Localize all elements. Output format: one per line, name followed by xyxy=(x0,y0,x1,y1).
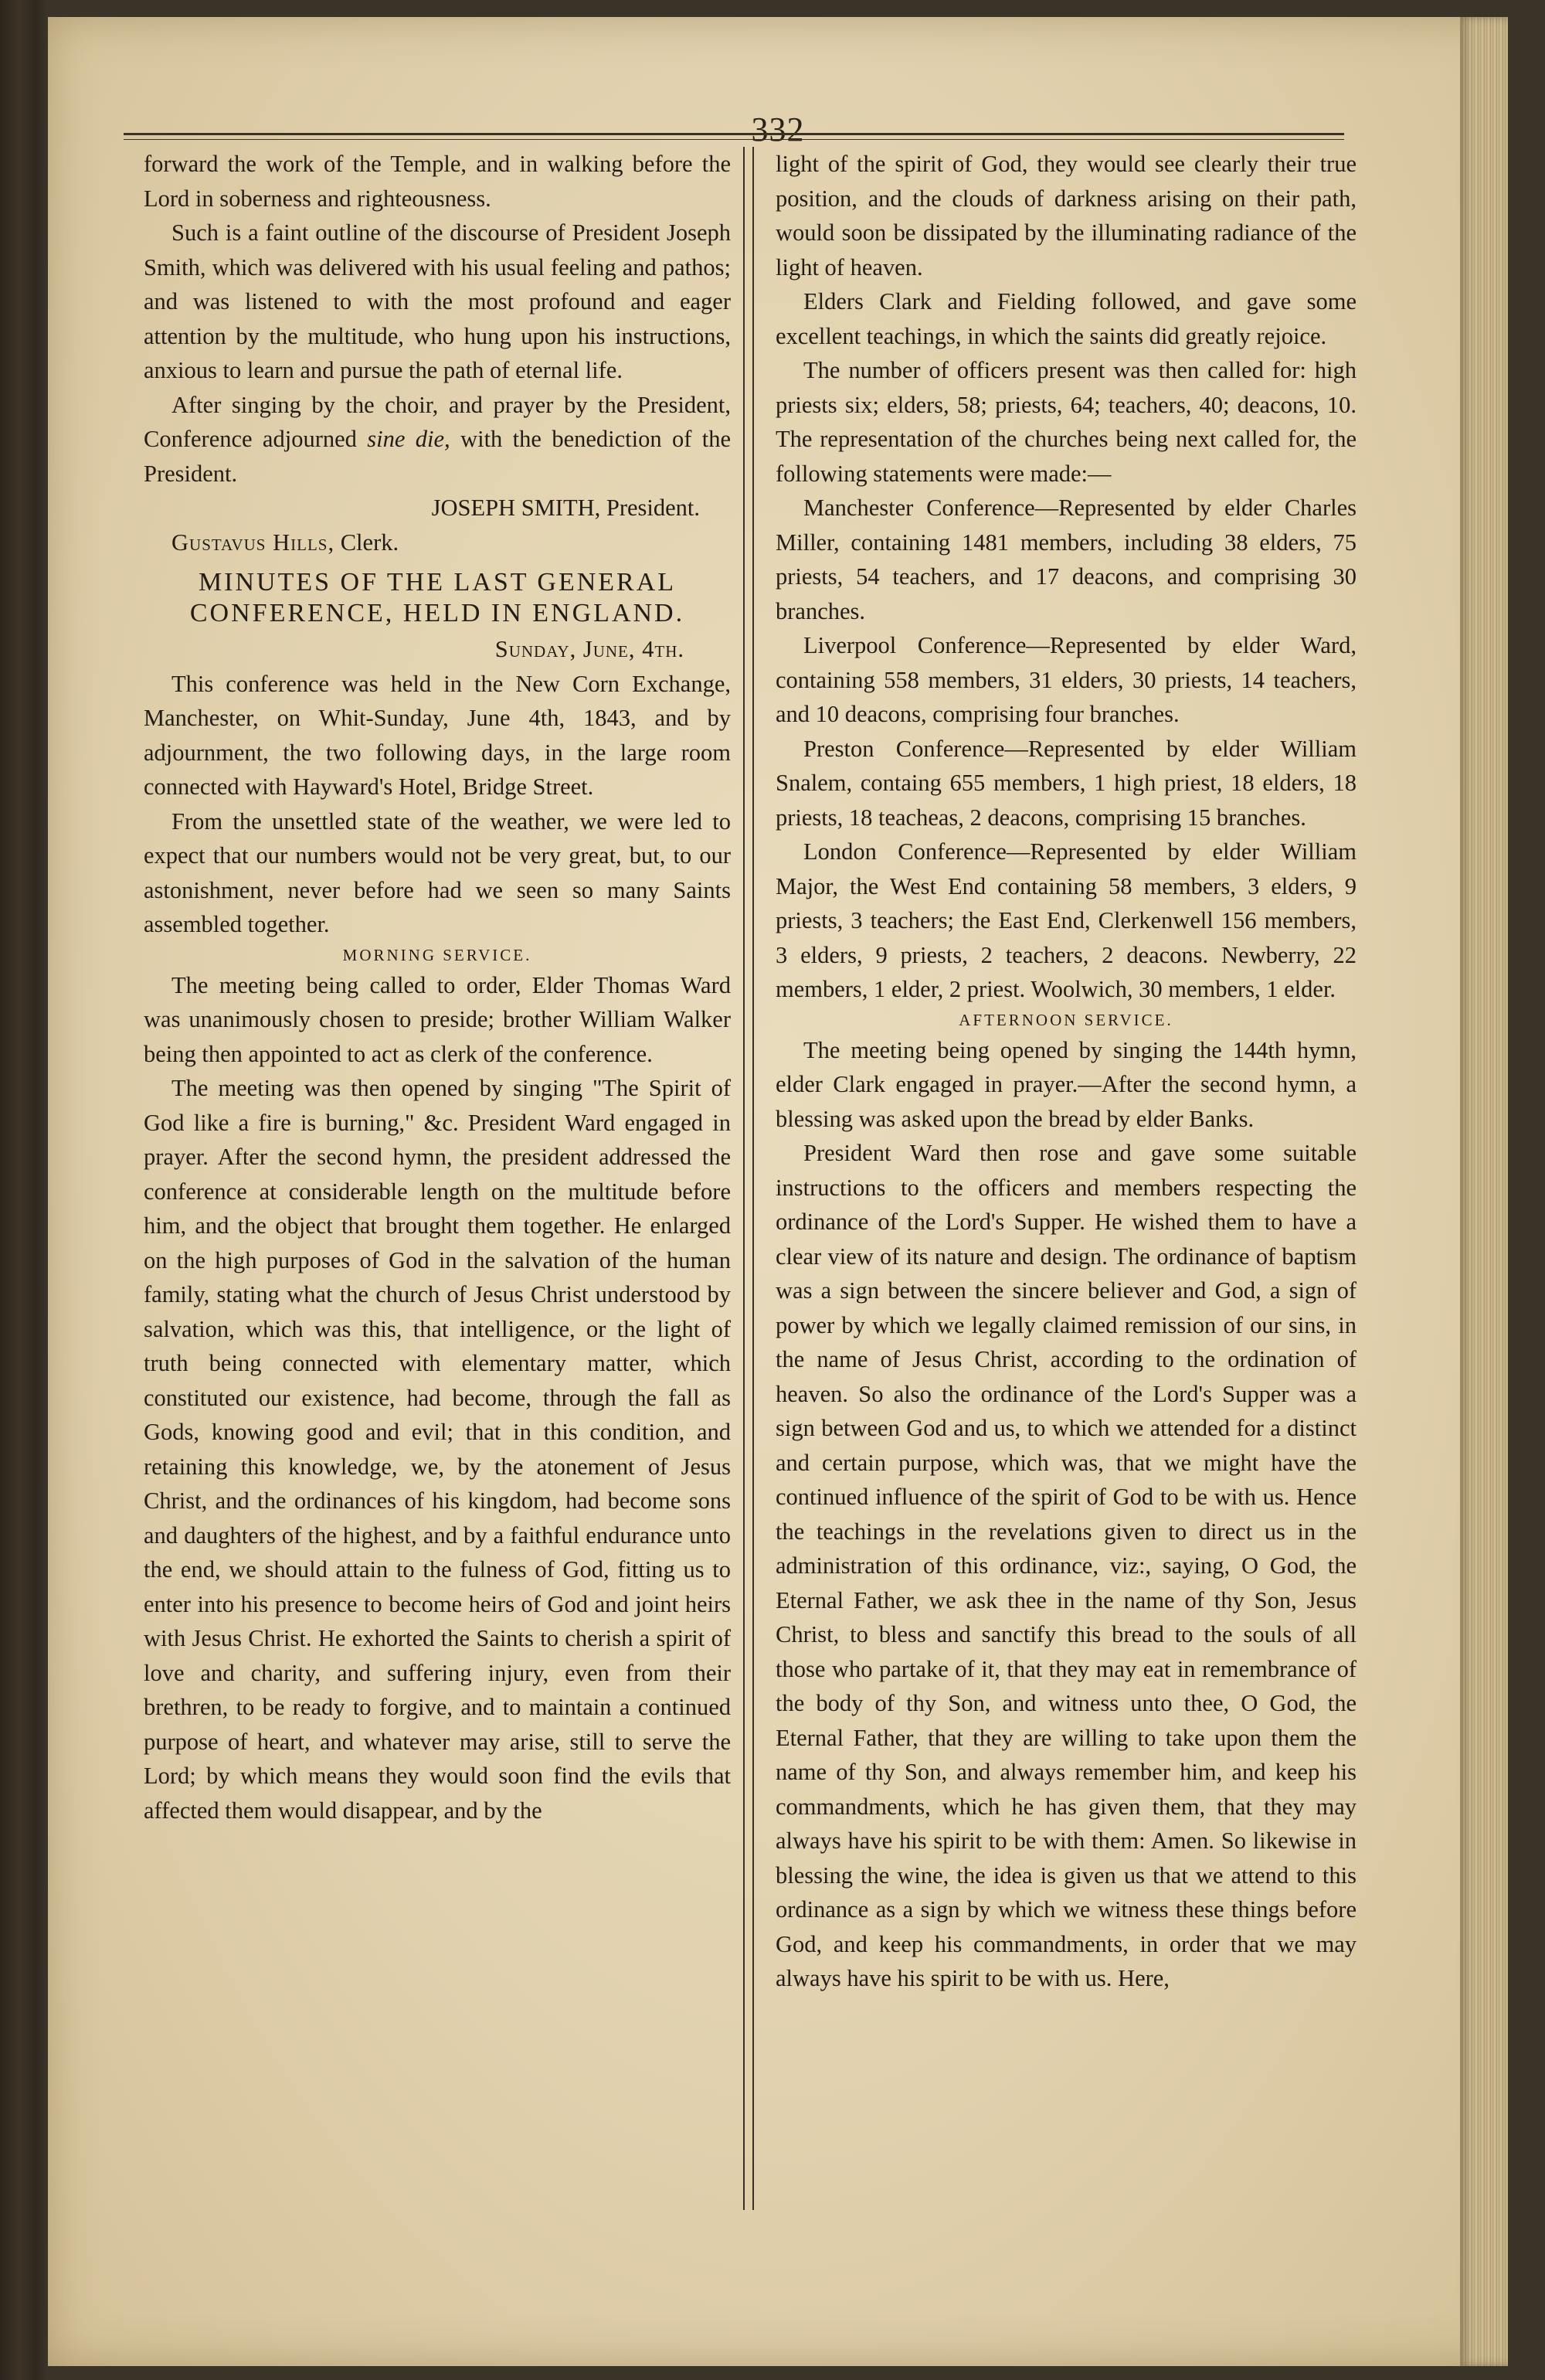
article-heading: MINUTES OF THE LAST GENERAL CONFERENCE, HELD IN ENGLAND. xyxy=(189,568,685,627)
paragraph: light of the spirit of God, they would see clearly their true position, and the clouds of darkness arising on their path, would soon be dissipated by the illuminating radiance of the light of heaven. xyxy=(776,151,1357,280)
right-column xyxy=(776,147,1357,1996)
section-subhead: MORNING SERVICE. xyxy=(342,945,532,964)
section-subhead: AFTERNOON SERVICE. xyxy=(959,1010,1173,1029)
column-divider xyxy=(743,147,754,2210)
page-edge xyxy=(1460,17,1508,2366)
signature-clerk xyxy=(144,525,731,560)
paragraph xyxy=(144,388,731,491)
clerk-name: Gustavus Hills, xyxy=(171,529,335,556)
paragraph: The meeting being opened by singing the 144th hymn, elder Clark engaged in prayer.—After the second hymn, a blessing was asked upon the bread by elder Banks. xyxy=(776,1036,1357,1132)
left-column xyxy=(144,147,731,1828)
paragraph: Manchester Conference—Represented by elder Charles Miller, containing 1481 members, including 38 elders, 75 priests, 54 teachers, and 17 deacons, and comprising 30 branches. xyxy=(776,495,1357,624)
text-run: After singing by the choir, and prayer by the President, Conference adjourned xyxy=(144,391,731,452)
paragraph: This conference was held in the New Corn Exchange, Manchester, on Whit-Sunday, June 4th, 1843, and by adjournment, the two following days, in the large room connected with Hayward's Hotel, Bridge Street. xyxy=(144,670,731,800)
clerk-title: Clerk. xyxy=(340,529,399,556)
paragraph: London Conference—Represented by elder William Major, the West End containing 58 members, 3 elders, 9 priests, 3 teachers; the East End, Clerkenwell 156 members, 3 elders, 9 priests, 2 teachers, 2 deacons. Newberry, 22 members, 1 elder, 2 priest. Woolwich, 30 members, 1 elder. xyxy=(776,838,1357,1002)
paragraph: Preston Conference—Represented by elder William Snalem, containg 655 members, 1 high priest, 18 elders, 18 priests, 18 teacheas, 2 deacons, comprising 15 branches. xyxy=(776,735,1357,831)
paragraph: The meeting was then opened by singing "The Spirit of God like a fire is burning," &c. President Ward engaged in prayer. After the second hymn, the president addressed the conference at considerable length on the multitude before him, and the object that brought them together. He enlarged on the high purposes of God in the salvation of the human family, stating what the church of Jesus Christ understood by salvation, which was this, that intelligence, or the light of truth being connected with elementary matter, which constituted our existence, had become, through the fall as Gods, knowing good and evil; that in this condition, and retaining this knowledge, we, by the atonement of Jesus Christ, and the ordinances of his kingdom, had become sons and daughters of the highest, and by a faithful endurance unto the end, we should attain to the fulness of God, fitting us to enter into his presence to become heirs of God and joint heirs with Jesus Christ. He exhorted the Saints to cherish a spirit of love and charity, and suffering injury, even from their brethren, to be ready to forgive, and to maintain a continued purpose of heart, and whatever may arise, still to serve the Lord; by which means they would soon find the evils that affected them would disappear, and by the xyxy=(144,1075,731,1824)
paragraph: From the unsettled state of the weather, we were led to expect that our numbers would not be very great, but, to our astonishment, never before had we seen so many Saints assembled together. xyxy=(144,808,731,937)
header-rule xyxy=(124,133,1344,140)
paragraph: The number of officers present was then called for: high priests six; elders, 58; priests, 64; teachers, 40; deacons, 10. The representation of the churches being next called for, the following statements were made:— xyxy=(776,357,1357,487)
dateline: Sunday, June, 4th. xyxy=(494,636,684,662)
paragraph: Liverpool Conference—Represented by elder Ward, containing 558 members, 31 elders, 30 priests, 14 teachers, and 10 deacons, comprising four branches. xyxy=(776,632,1357,727)
page-number: 332 xyxy=(751,110,805,148)
paragraph: The meeting being called to order, Elder Thomas Ward was unanimously chosen to preside; brother William Walker being then appointed to act as clerk of the conference. xyxy=(144,971,731,1067)
paragraph: President Ward then rose and gave some suitable instructions to the officers and members respecting the ordinance of the Lord's Supper. He wished them to have a clear view of its nature and design. The ordinance of baptism was a sign between the sincere believer and God, a sign of power by which we legally claimed remission of our sins, in the name of Jesus Christ, according to the ordination of heaven. So also the ordinance of the Lord's Supper was a sign between God and us, to which we attended for a distinct and certain purpose, which was, that we might have the continued influence of the spirit of God to be with us. Hence the teachings in the revelations given to direct us in the administration of this ordinance, viz:, saying, O God, the Eternal Father, we ask thee in the name of thy Son, Jesus Christ, to bless and sanctify this bread to the souls of all those who partake of it, that they may eat in remembrance of the body of thy Son, and witness unto thee, O God, the Eternal Father, that they are willing to take upon them the name of thy Son, and always remember him, and keep his commandments, which he has given them, that they may always have his spirit to be with them: Amen. So likewise in blessing the wine, the idea is given us that we attend to this ordinance as a sign by which we witness these things before God, and keep his commandments, in order that we may always have his spirit to be with us. Here, xyxy=(776,1140,1357,1991)
text-run: with the benediction of the President. xyxy=(144,426,732,487)
paragraph: Elders Clark and Fielding followed, and gave some excellent teachings, in which the saints did greatly rejoice. xyxy=(776,288,1357,349)
paragraph: forward the work of the Temple, and in walking before the Lord in soberness and righteousness. xyxy=(144,151,731,212)
signature-president: JOSEPH SMITH, President. xyxy=(431,495,700,521)
italic-phrase: sine die, xyxy=(367,426,450,452)
paragraph: Such is a faint outline of the discourse of President Joseph Smith, which was delivered with his usual feeling and pathos; and was listened to with the most profound and eager attention by the multitude, who hung upon his instructions, anxious to learn and pursue the path of eternal life. xyxy=(144,219,731,383)
